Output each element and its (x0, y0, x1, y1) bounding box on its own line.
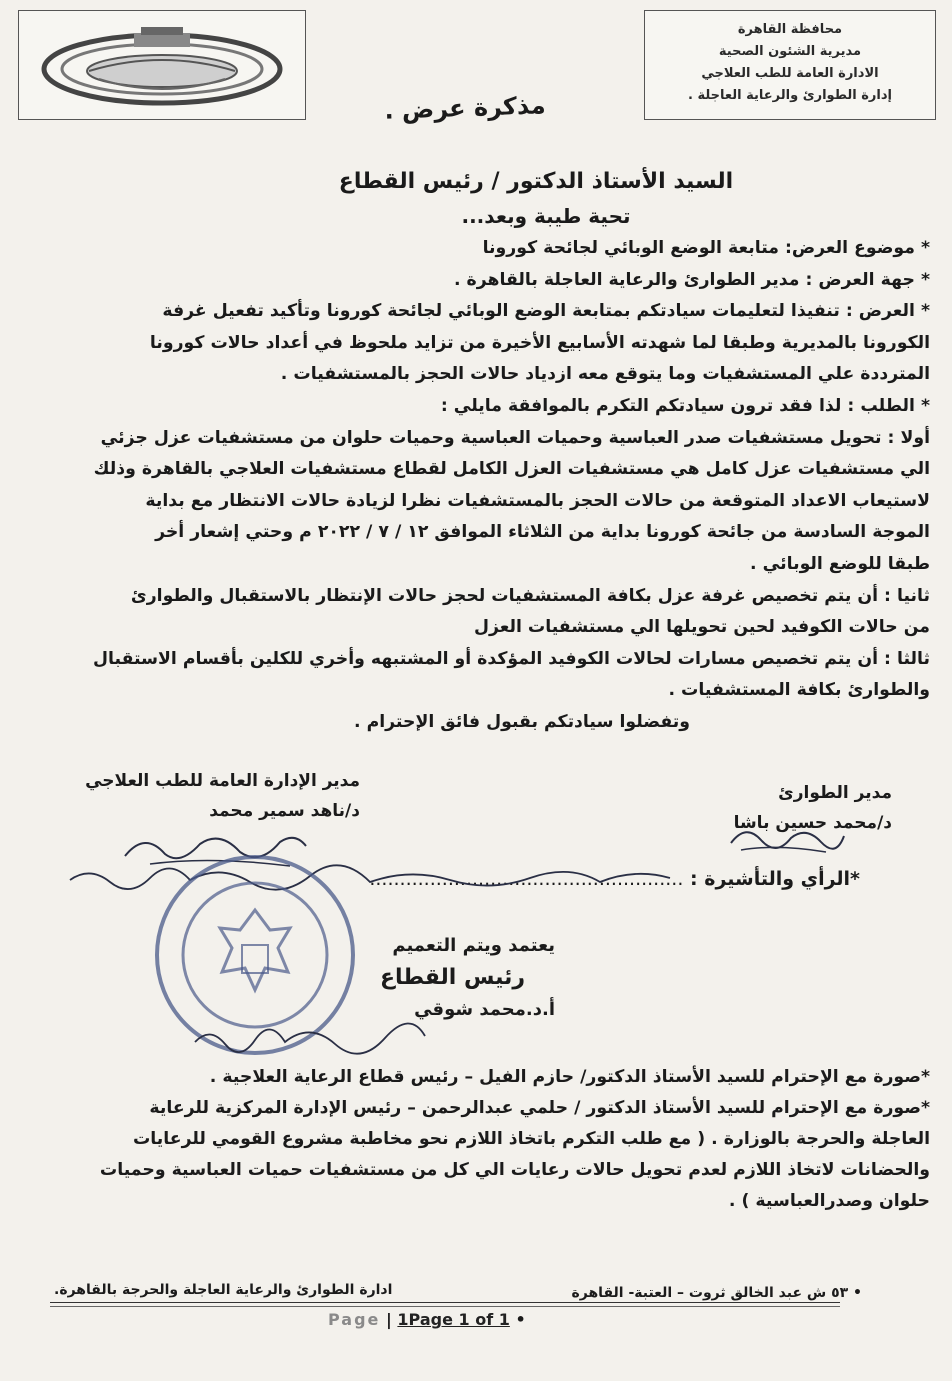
body-line: لاستيعاب الاعداد المتوقعة من حالات الحجز بالمستشفيات نظرا لزيادة حالات الانتظار مع بداية (145, 490, 930, 511)
body-line: ثانيا : أن يتم تخصيص غرفة عزل بكافة المستشفيات لحجز حالات الإنتظار بالاستقبال والطوارئ (130, 585, 930, 606)
footer-divider (50, 1306, 840, 1307)
signature-name: د/محمد حسين باشا (733, 813, 892, 833)
signature-title: مدير الإدارة العامة للطب العلاجي (85, 771, 360, 791)
body-line: * موضوع العرض: متابعة الوضع الوبائي لجائحة كورونا (482, 238, 930, 258)
page-bullet: • (515, 1310, 526, 1329)
body-line: * الطلب : لذا فقد ترون سيادتكم التكرم بالموافقة مايلي : (440, 395, 930, 416)
body-line: الموجة السادسة من جائحة كورونا بداية من الثلاثاء الموافق ١٢ / ٧ / ٢٠٢٢ م وحتي إشعار أخر (155, 522, 930, 543)
copy-line: *صورة مع الإحترام للسيد الأستاذ الدكتور / حلمي عبدالرحمن – رئيس الإدارة المركزية للرعاية (149, 1098, 930, 1118)
copy-line: حلوان وصدرالعباسية ) . (728, 1191, 930, 1211)
approval-block (345, 930, 555, 1026)
page-count: 1Page 1 of 1 (397, 1310, 510, 1329)
body-line: أولا : تحويل مستشفيات صدر العباسية وحميات العباسية وحميات حلوان من مستشفيات عزل جزئي (100, 427, 930, 448)
footer-address: • ٥٣ ش عبد الخالق ثروت – العتبة- القاهرة (571, 1285, 862, 1301)
memo-title: مذكرة عرض . (383, 91, 547, 125)
opinion-dots: .................................................... (369, 868, 684, 890)
closing-line: وتفضلوا سيادتكم بقبول فائق الإحترام . (354, 711, 690, 732)
approval-title: رئيس القطاع (379, 965, 525, 990)
copies-block (22, 1062, 930, 1217)
greeting: تحية طيبة وبعد... (461, 204, 631, 228)
header-line-directorate: مديرية الشئون الصحية (718, 44, 862, 59)
header-line-administration: الادارة العامة للطب العلاجي (701, 66, 879, 81)
body-line: من حالات الكوفيد لحين تحويلها الي مستشفيات العزل (473, 617, 930, 638)
copy-line: العاجلة والحرجة بالوزارة . ( مع طلب التكرم باتخاذ اللازم نحو مخاطبة مشروع القومي للرعايات (132, 1129, 930, 1149)
handwritten-signature-icon (726, 818, 846, 858)
approval-name: أ.د.محمد شوقي (414, 999, 555, 1020)
header-line-governorate: محافظة القاهرة (737, 22, 843, 37)
copy-line: *صورة مع الإحترام للسيد الأستاذ الدكتور/ حازم الفيل – رئيس قطاع الرعاية العلاجية . (209, 1067, 930, 1087)
opinion-label: *الرأي والتأشيرة : (690, 868, 860, 890)
body-line: ثالثا : أن يتم تخصيص مسارات لحالات الكوفيد المؤكدة أو المشتبهه وأخري للكلين بأقسام الاستقبال (93, 648, 930, 669)
footer-divider (50, 1302, 840, 1303)
page-number: Page | 1Page 1 of 1 • (328, 1310, 526, 1329)
body-line: الي مستشفيات عزل كامل هي مستشفيات العزل الكامل لقطاع مستشفيات العلاجي بالقاهرة وذلك (93, 459, 930, 480)
approval-line: يعتمد ويتم التعميم (392, 935, 555, 956)
signature-name: د/ناهد سمير محمد (209, 801, 360, 821)
logo-box (18, 10, 306, 120)
body-line: * العرض : تنفيذا لتعليمات سيادتكم بمتابعة الوضع الوبائي لجائحة كورونا وتأكيد تفعيل غرفة (162, 301, 930, 322)
body-line: الكورونا بالمديرية وطبقا لما شهدته الأسابيع الأخيرة من تزايد ملحوظ في أعداد حالات كورونا (149, 332, 930, 353)
memo-body (22, 165, 930, 739)
signature-title: مدير الطوارئ (778, 783, 892, 803)
header-line-department: إدارة الطوارئ والرعاية العاجلة . (688, 88, 892, 103)
body-line: طبقا للوضع الوبائي . (750, 553, 930, 574)
ministry-logo-icon (29, 19, 295, 113)
signature-general-director (60, 766, 360, 826)
footer-department: ادارة الطوارئ والرعاية العاجلة والحرجة بالقاهرة. (54, 1282, 393, 1298)
addressee: السيد الأستاذ الدكتور / رئيس القطاع (338, 169, 734, 194)
copy-line: والحضانات لاتخاذ اللازم لعدم تحويل حالات رعايات الي كل من مستشفيات حميات العباسية وحميات (99, 1160, 930, 1180)
issuer-header (644, 10, 936, 120)
body-line: والطوارئ بكافة المستشفيات . (668, 680, 930, 701)
handwritten-signature-icon (190, 1016, 430, 1056)
body-line: المترددة علي المستشفيات وما يتوقع معه ازدياد حالات الحجز بالمستشفيات . (280, 364, 930, 385)
page-label: Page (328, 1310, 381, 1329)
body-line: * جهة العرض : مدير الطوارئ والرعاية العاجلة بالقاهرة . (453, 269, 930, 290)
